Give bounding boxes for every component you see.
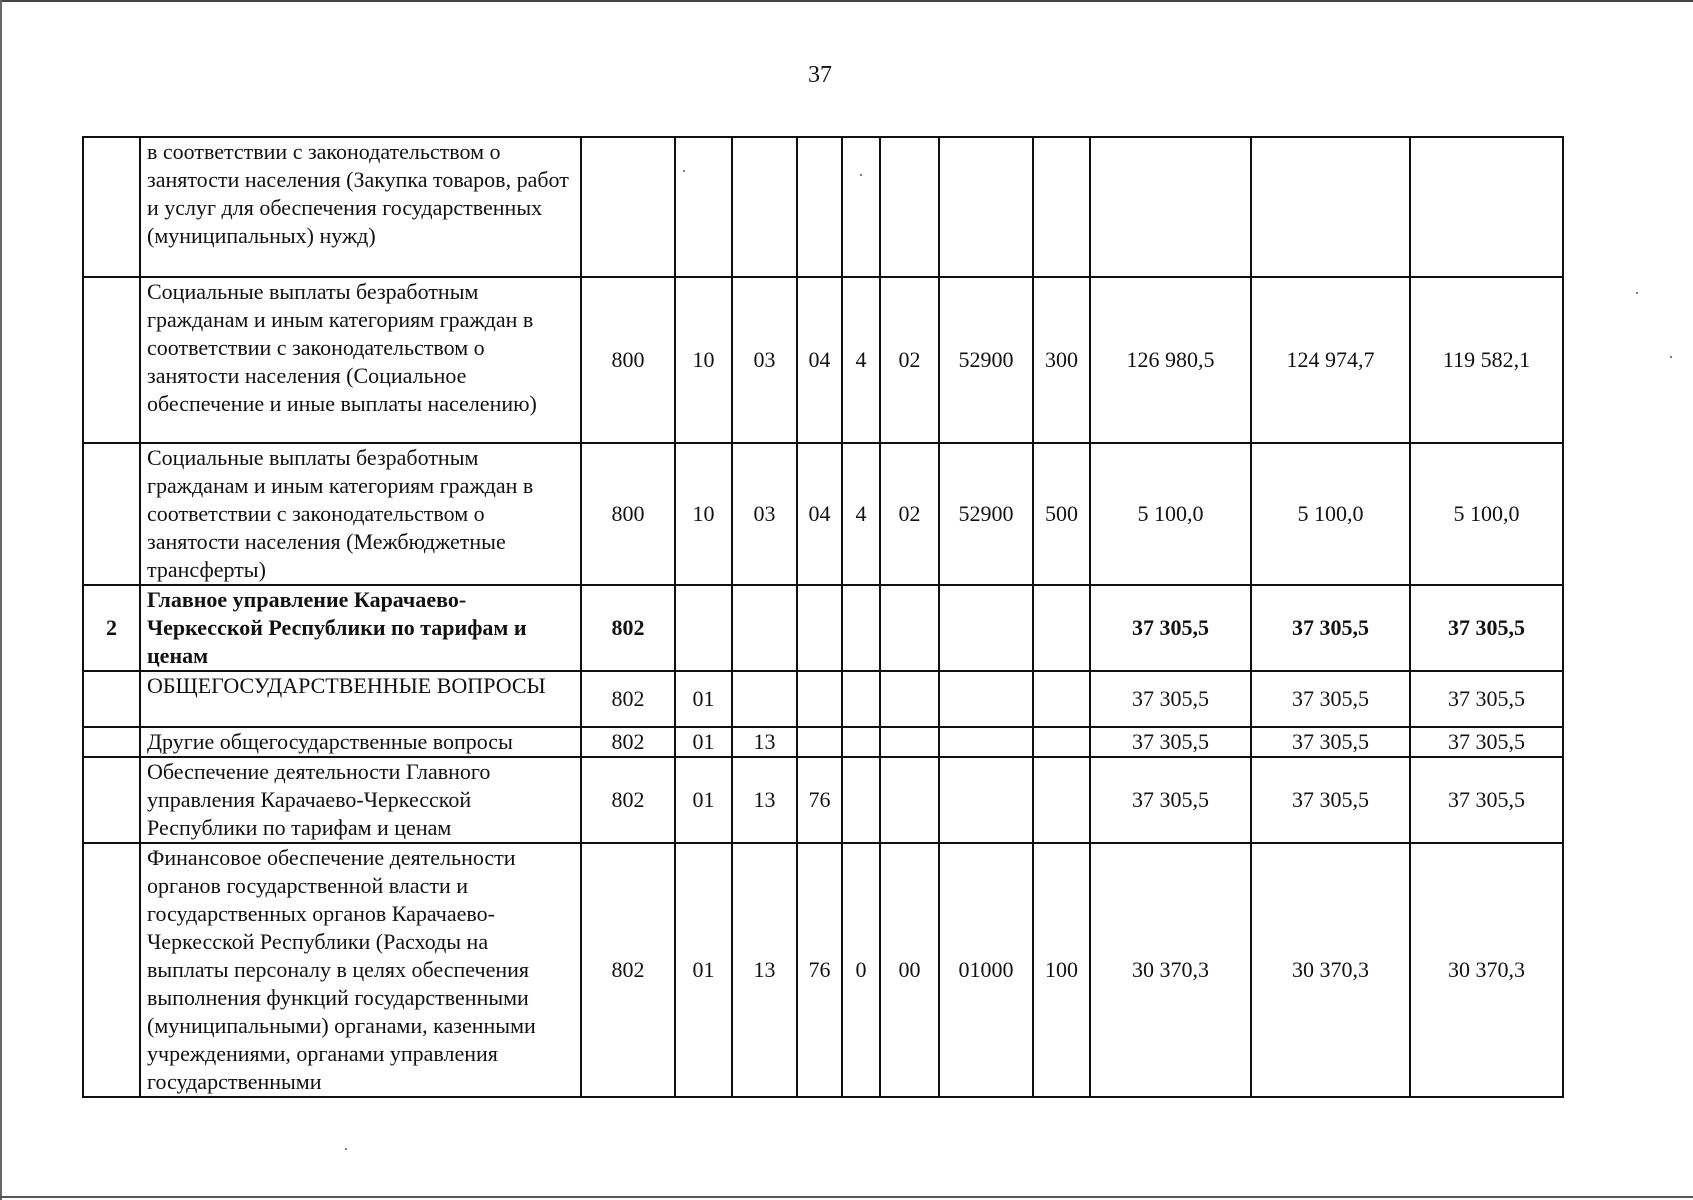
- expense-type-cell: [1033, 585, 1090, 671]
- value-cell-year1: 37 305,5: [1090, 671, 1251, 727]
- scan-speck: [345, 1148, 347, 1150]
- table-row: [83, 277, 1563, 443]
- subprogram-cell: [842, 757, 880, 843]
- budget-table-body: [83, 137, 1563, 1097]
- main-event-cell: [880, 727, 939, 757]
- expense-type-cell: 300: [1033, 277, 1090, 443]
- subsection-cell: 13: [732, 727, 797, 757]
- description-cell: Социальные выплаты безработным гражданам и иным категориям граждан в соответствии с законодательством о занятости населения (Социальное обеспечение и иные выплаты населению): [140, 277, 581, 443]
- subsection-cell: 13: [732, 843, 797, 1097]
- subsection-cell: 03: [732, 277, 797, 443]
- subsection-cell: 03: [732, 443, 797, 585]
- code-cell: 802: [581, 757, 675, 843]
- direction-cell: 01000: [939, 843, 1033, 1097]
- section-cell: 01: [675, 671, 732, 727]
- table-row: [83, 443, 1563, 585]
- value-cell-year3: [1410, 137, 1563, 277]
- table-row: [83, 137, 1563, 277]
- direction-cell: [939, 757, 1033, 843]
- value-cell-year3: 5 100,0: [1410, 443, 1563, 585]
- row-number-cell: [83, 671, 140, 727]
- direction-cell: [939, 727, 1033, 757]
- value-cell-year2: 37 305,5: [1251, 585, 1410, 671]
- code-cell: 802: [581, 727, 675, 757]
- direction-cell: [939, 585, 1033, 671]
- main-event-cell: 02: [880, 443, 939, 585]
- scan-speck: [1636, 292, 1638, 294]
- subprogram-cell: [842, 727, 880, 757]
- value-cell-year2: [1251, 137, 1410, 277]
- subsection-cell: [732, 137, 797, 277]
- row-number-cell: [83, 443, 140, 585]
- program-cell: [797, 671, 842, 727]
- table-row: [83, 671, 1563, 727]
- code-cell: 800: [581, 277, 675, 443]
- description-cell: в соответствии с законодательством о занятости населения (Закупка товаров, работ и услуг для обеспечения государственных (муниципальных) нужд): [140, 137, 581, 277]
- value-cell-year2: 30 370,3: [1251, 843, 1410, 1097]
- direction-cell: [939, 137, 1033, 277]
- value-cell-year3: 30 370,3: [1410, 843, 1563, 1097]
- value-cell-year2: 37 305,5: [1251, 757, 1410, 843]
- subprogram-cell: [842, 137, 880, 277]
- budget-table: [82, 136, 1564, 1098]
- subsection-cell: [732, 585, 797, 671]
- expense-type-cell: [1033, 671, 1090, 727]
- program-cell: 76: [797, 843, 842, 1097]
- subprogram-cell: [842, 671, 880, 727]
- section-cell: [675, 137, 732, 277]
- description-cell: Обеспечение деятельности Главного управления Карачаево-Черкесской Республики по тарифам и ценам: [140, 757, 581, 843]
- table-row: [83, 843, 1563, 1097]
- expense-type-cell: 100: [1033, 843, 1090, 1097]
- direction-cell: 52900: [939, 277, 1033, 443]
- direction-cell: [939, 671, 1033, 727]
- value-cell-year1: 126 980,5: [1090, 277, 1251, 443]
- page-number: 37: [808, 62, 832, 88]
- subprogram-cell: [842, 585, 880, 671]
- table-row: [83, 727, 1563, 757]
- program-cell: 04: [797, 277, 842, 443]
- description-cell: Главное управление Карачаево-Черкесской Республики по тарифам и ценам: [140, 585, 581, 671]
- section-cell: 10: [675, 443, 732, 585]
- code-cell: 802: [581, 585, 675, 671]
- expense-type-cell: [1033, 137, 1090, 277]
- section-cell: 01: [675, 727, 732, 757]
- row-number-cell: [83, 843, 140, 1097]
- main-event-cell: [880, 671, 939, 727]
- code-cell: 802: [581, 843, 675, 1097]
- value-cell-year3: 37 305,5: [1410, 757, 1563, 843]
- value-cell-year2: 37 305,5: [1251, 671, 1410, 727]
- value-cell-year2: 5 100,0: [1251, 443, 1410, 585]
- value-cell-year1: 30 370,3: [1090, 843, 1251, 1097]
- subsection-cell: 13: [732, 757, 797, 843]
- scan-top-edge: [0, 0, 1693, 4]
- main-event-cell: [880, 585, 939, 671]
- section-cell: [675, 585, 732, 671]
- expense-type-cell: [1033, 757, 1090, 843]
- description-cell: Финансовое обеспечение деятельности органов государственной власти и государственных органов Карачаево-Черкесской Республики (Расходы на выплаты персоналу в целях обеспечения выполнения функций государственными (муниципальными) органами, казенными учреждениями, органами управления государственными: [140, 843, 581, 1097]
- value-cell-year1: 37 305,5: [1090, 585, 1251, 671]
- section-cell: 01: [675, 757, 732, 843]
- direction-cell: 52900: [939, 443, 1033, 585]
- table-row: [83, 585, 1563, 671]
- scan-bottom-edge: [0, 1196, 1693, 1200]
- section-cell: 01: [675, 843, 732, 1097]
- main-event-cell: [880, 137, 939, 277]
- row-number-cell: [83, 137, 140, 277]
- main-event-cell: 00: [880, 843, 939, 1097]
- program-cell: [797, 137, 842, 277]
- value-cell-year2: 37 305,5: [1251, 727, 1410, 757]
- scan-left-edge: [0, 0, 4, 1200]
- scan-speck: [683, 170, 685, 172]
- value-cell-year1: [1090, 137, 1251, 277]
- main-event-cell: 02: [880, 277, 939, 443]
- value-cell-year1: 37 305,5: [1090, 757, 1251, 843]
- section-cell: 10: [675, 277, 732, 443]
- row-number-cell: [83, 277, 140, 443]
- code-cell: 800: [581, 443, 675, 585]
- table-row: [83, 757, 1563, 843]
- row-number-cell: [83, 727, 140, 757]
- value-cell-year3: 37 305,5: [1410, 585, 1563, 671]
- description-cell: Социальные выплаты безработным гражданам и иным категориям граждан в соответствии с законодательством о занятости населения (Межбюджетные трансферты): [140, 443, 581, 585]
- main-event-cell: [880, 757, 939, 843]
- value-cell-year1: 37 305,5: [1090, 727, 1251, 757]
- code-cell: 802: [581, 671, 675, 727]
- subsection-cell: [732, 671, 797, 727]
- value-cell-year3: 119 582,1: [1410, 277, 1563, 443]
- expense-type-cell: 500: [1033, 443, 1090, 585]
- value-cell-year3: 37 305,5: [1410, 671, 1563, 727]
- value-cell-year1: 5 100,0: [1090, 443, 1251, 585]
- scan-speck: [1670, 356, 1672, 358]
- row-number-cell: [83, 757, 140, 843]
- description-cell: ОБЩЕГОСУДАРСТВЕННЫЕ ВОПРОСЫ: [140, 671, 581, 727]
- subprogram-cell: 0: [842, 843, 880, 1097]
- expense-type-cell: [1033, 727, 1090, 757]
- program-cell: [797, 727, 842, 757]
- code-cell: [581, 137, 675, 277]
- description-cell: Другие общегосударственные вопросы: [140, 727, 581, 757]
- value-cell-year2: 124 974,7: [1251, 277, 1410, 443]
- program-cell: [797, 585, 842, 671]
- subprogram-cell: 4: [842, 443, 880, 585]
- subprogram-cell: 4: [842, 277, 880, 443]
- value-cell-year3: 37 305,5: [1410, 727, 1563, 757]
- scan-speck: [860, 174, 862, 176]
- row-number-cell: 2: [83, 585, 140, 671]
- program-cell: 04: [797, 443, 842, 585]
- program-cell: 76: [797, 757, 842, 843]
